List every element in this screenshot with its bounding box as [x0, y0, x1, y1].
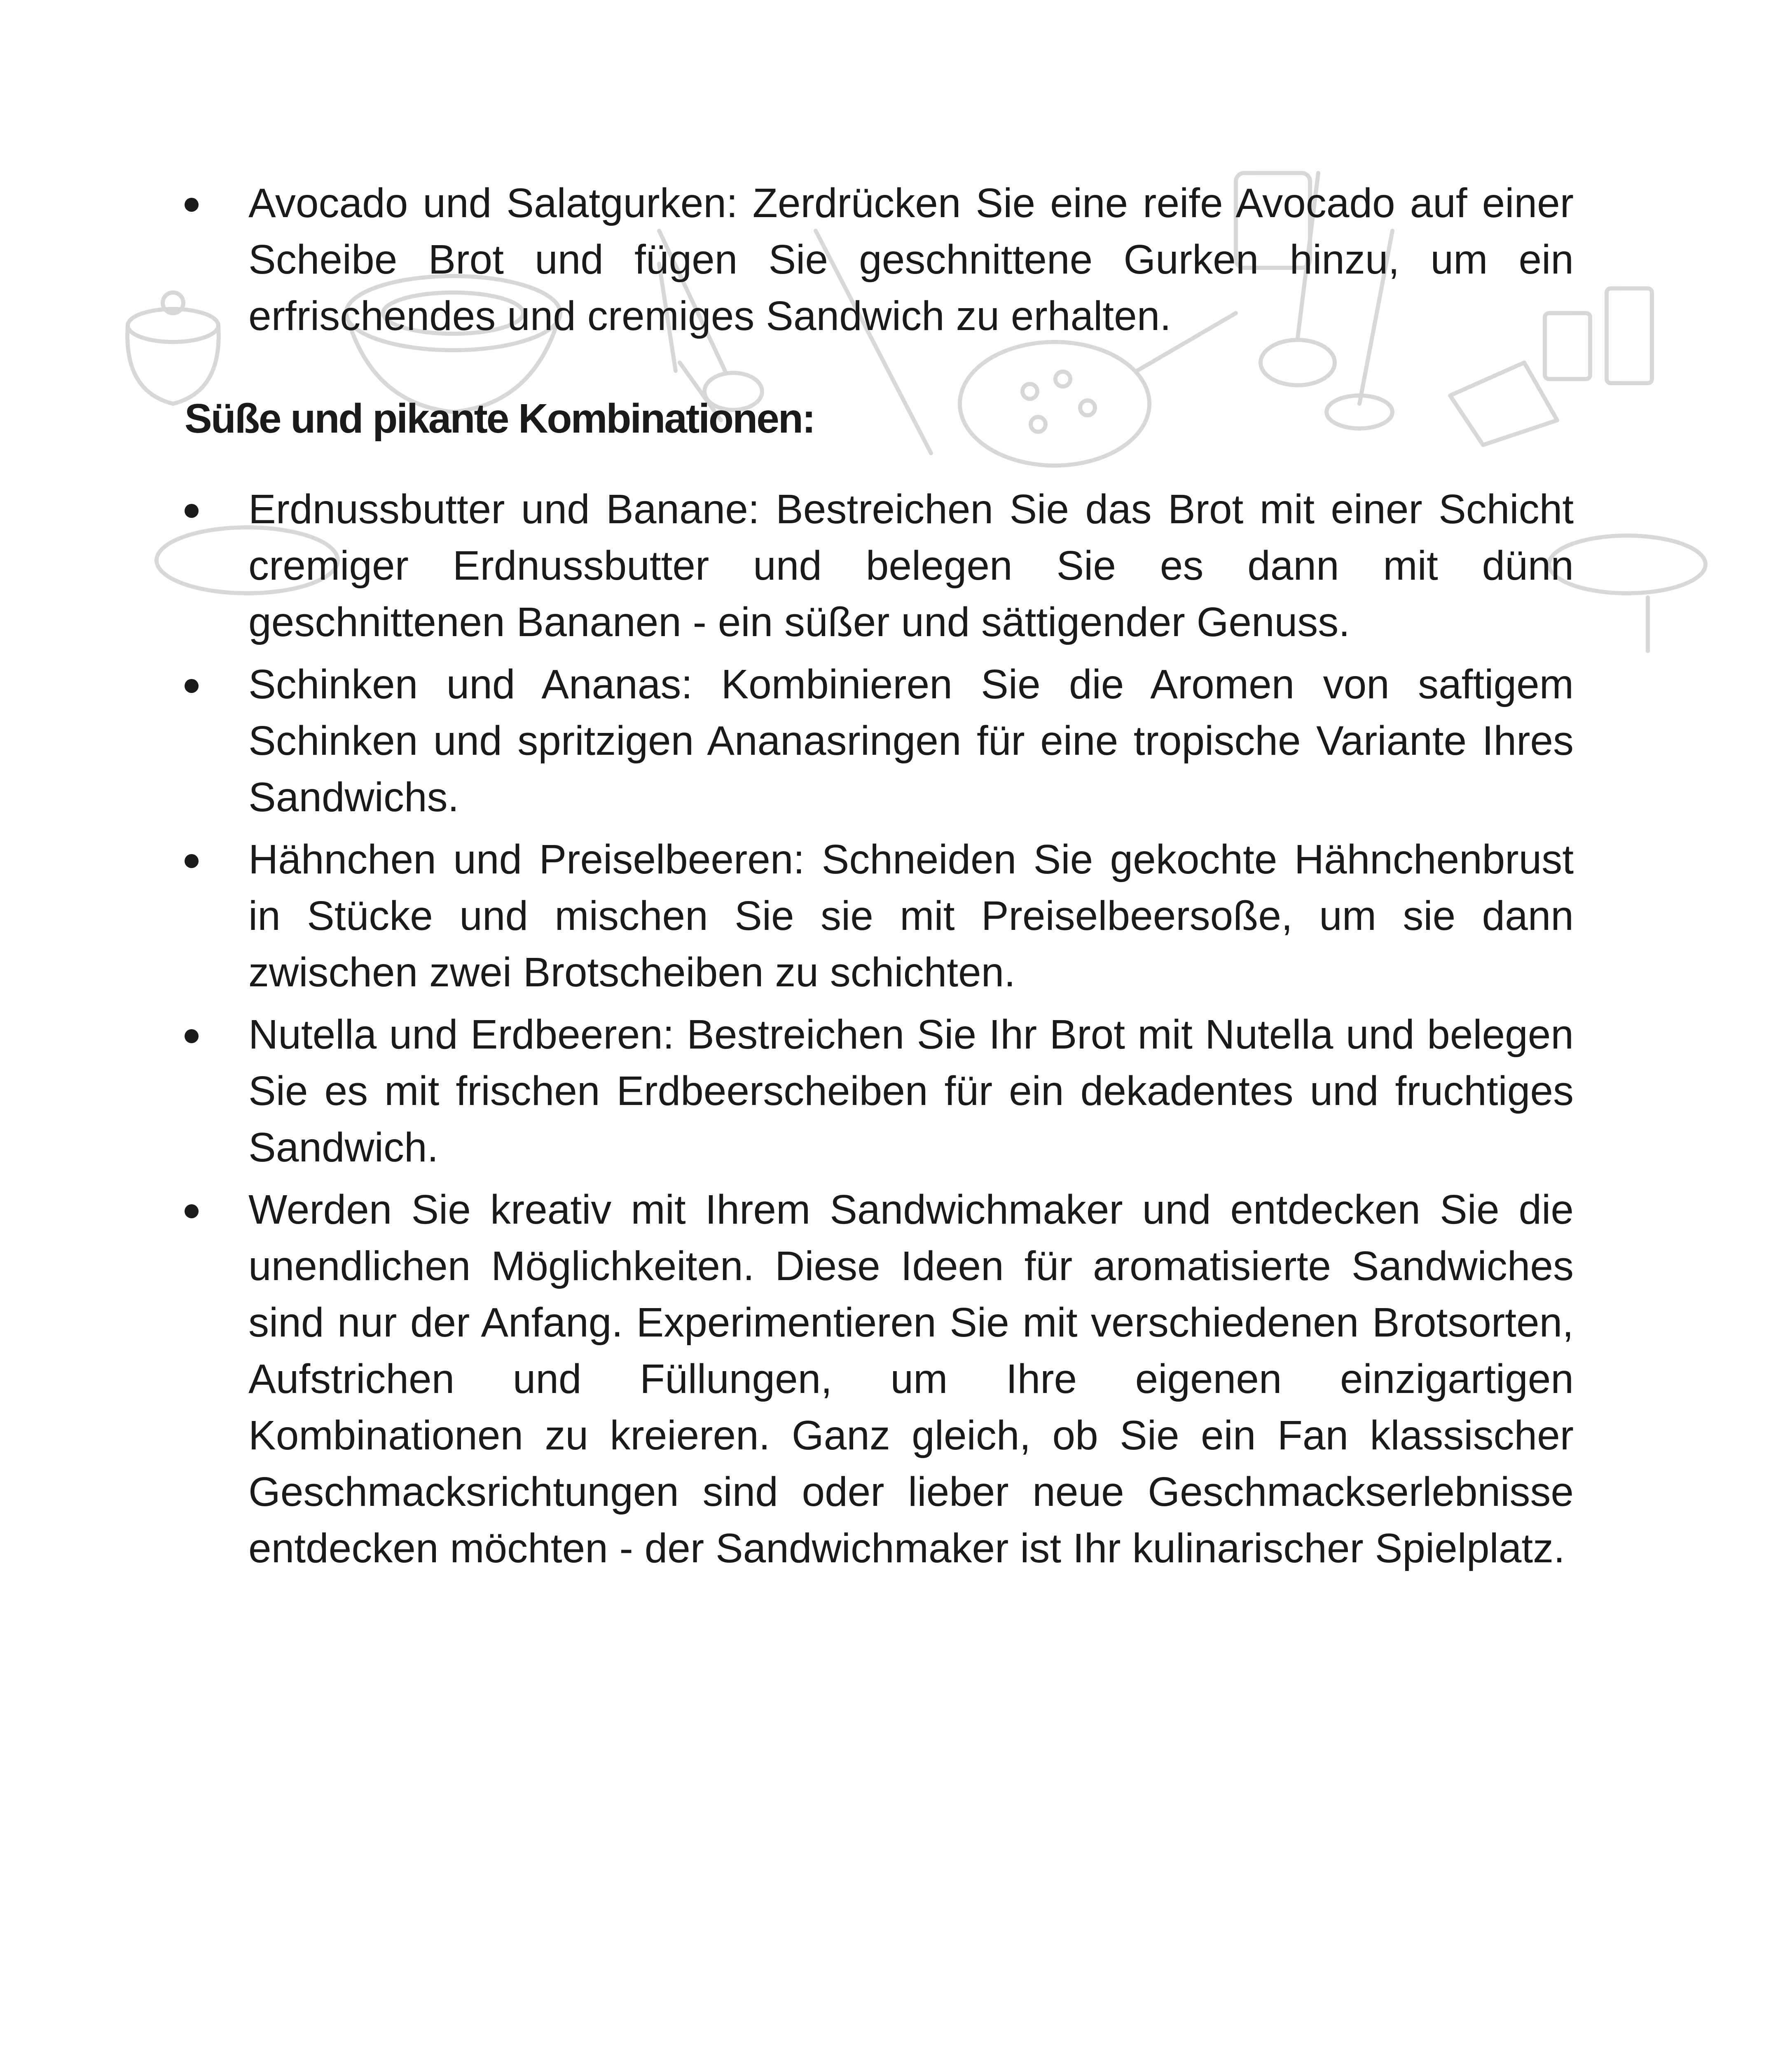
list-item	[185, 175, 1574, 344]
list-item	[185, 656, 1574, 826]
bullet-icon	[185, 1204, 199, 1218]
list-item	[185, 1182, 1574, 1577]
list-item-text: Schinken und Ananas: Kombinieren Sie die Aromen von saftigem Schinken und spritzigen Ananasringen für eine tropische Variante Ihres Sandwichs.	[248, 661, 1574, 820]
bullet-icon	[185, 198, 199, 212]
list-item-text: Nutella und Erdbeeren: Bestreichen Sie Ihr Brot mit Nutella und belegen Sie es mit frischen Erdbeerscheiben für ein dekadentes und fruchtiges Sandwich.	[248, 1011, 1574, 1170]
list-item-text: Werden Sie kreativ mit Ihrem Sandwichmaker und entdecken Sie die unendlichen Möglichkeiten. Diese Ideen für aromatisierte Sandwiches sind nur der Anfang. Experimentieren Sie mit verschiedenen Brotsorten, Aufstrichen und Füllungen, um Ihre eigenen einzigartigen Kombinationen zu kreieren. Ganz gleich, ob Sie ein Fan klassischer Geschmacksrichtungen sind oder lieber neue Geschmackserlebnisse entdecken möchten - der Sandwichmaker ist Ihr kulinarischer Spielplatz.	[248, 1187, 1574, 1571]
section-heading: Süße und pikante Kombinationen:	[185, 396, 815, 442]
bullet-icon	[185, 1029, 199, 1043]
bullet-icon	[185, 679, 199, 693]
bullet-icon	[185, 854, 199, 868]
bullet-icon	[185, 504, 199, 518]
list-item	[185, 481, 1574, 651]
bullet-list-savory	[185, 175, 1574, 350]
list-item	[185, 1007, 1574, 1176]
list-item-text: Avocado und Salatgurken: Zerdrücken Sie eine reife Avocado auf einer Scheibe Brot und fügen Sie geschnittene Gurken hinzu, um ein erfrischendes und cremiges Sandwich zu erhalten.	[248, 180, 1574, 339]
list-item-text: Erdnussbutter und Banane: Bestreichen Sie das Brot mit einer Schicht cremiger Erdnussbutter und belegen Sie es dann mit dünn geschnittenen Bananen - ein süßer und sättigender Genuss.	[248, 486, 1574, 645]
bullet-list-sweet-savory	[185, 481, 1574, 1582]
list-item	[185, 831, 1574, 1001]
list-item-text: Hähnchen und Preiselbeeren: Schneiden Sie gekochte Hähnchenbrust in Stücke und mischen Sie sie mit Preiselbeersoße, um sie dann zwischen zwei Brotscheiben zu schichten.	[248, 836, 1574, 995]
